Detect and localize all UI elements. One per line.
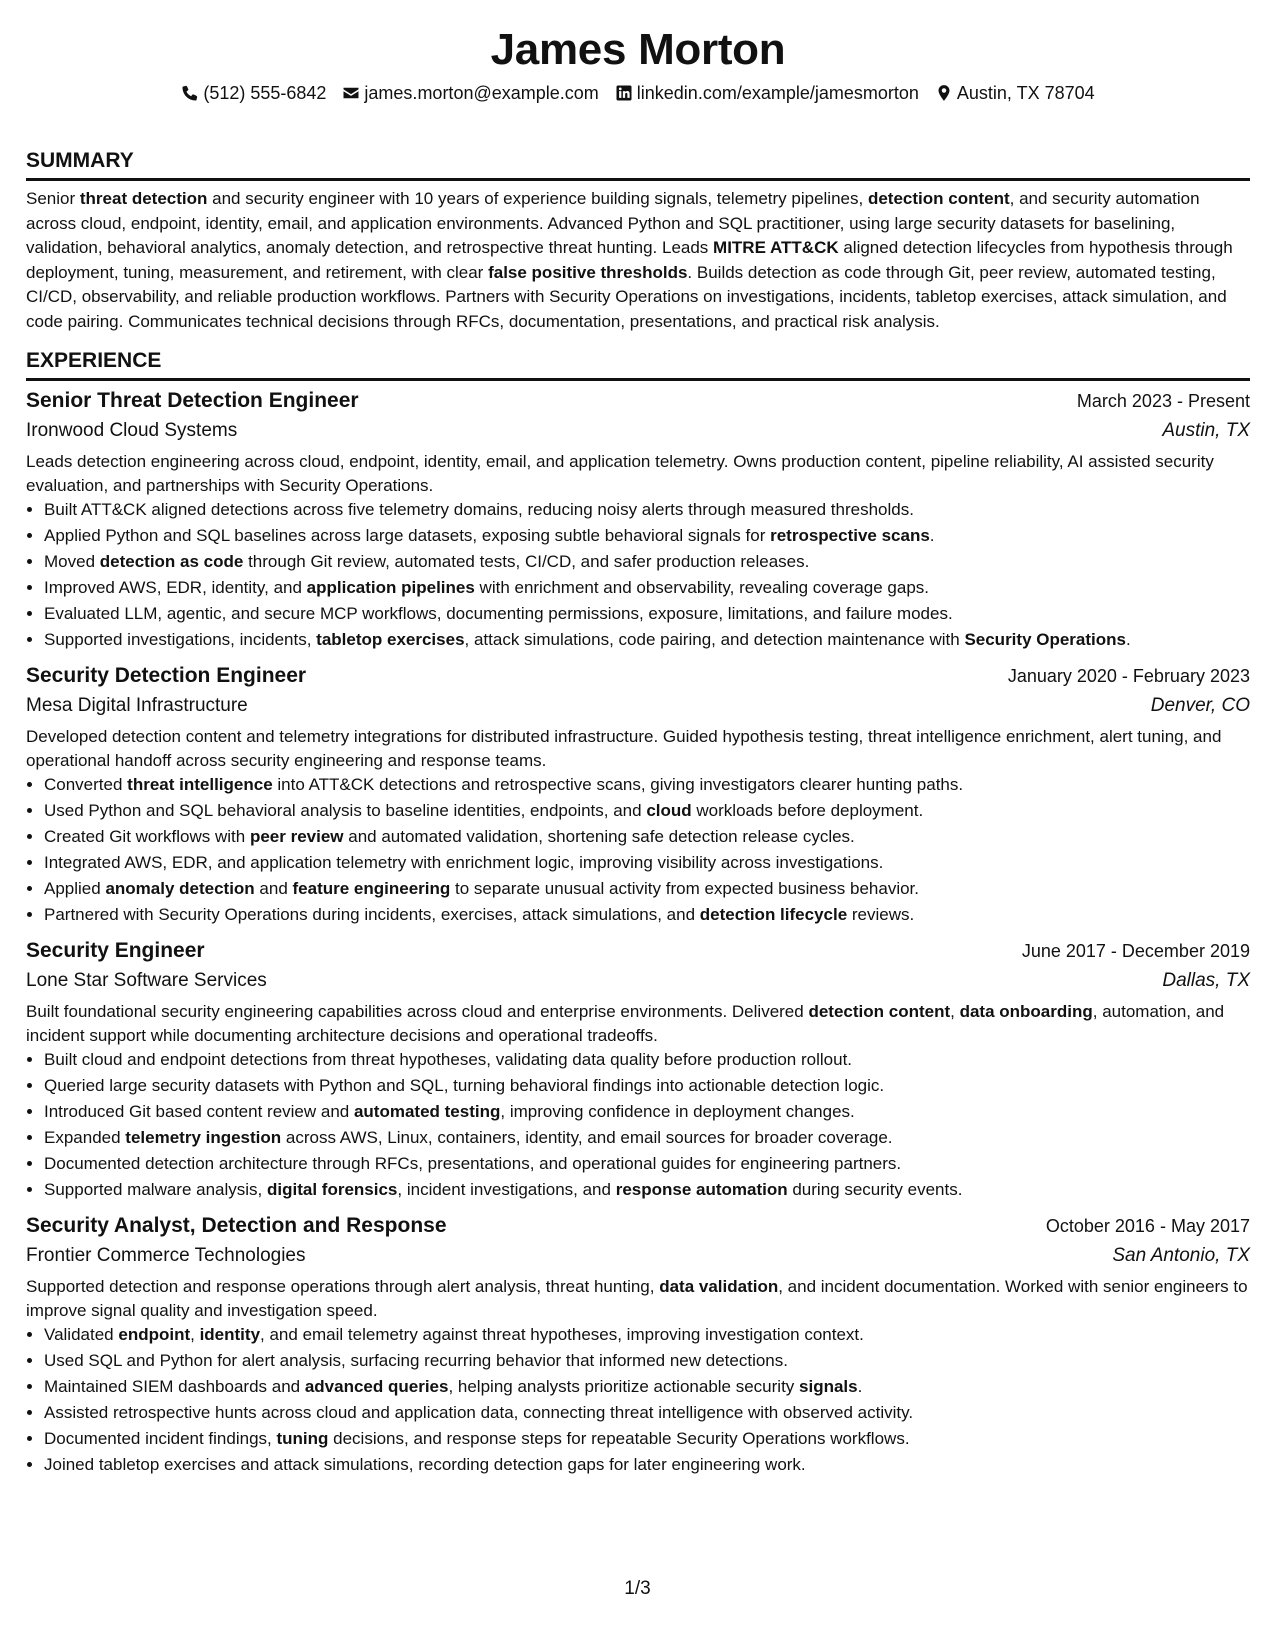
summary-heading: SUMMARY [26,148,1250,181]
map-pin-icon [935,84,953,102]
job-bullets [26,497,1250,653]
resume-page [26,0,1250,1478]
job-bullet: • Applied anomaly detection and feature engineering to separate unusual activity from expected business behavior. [44,876,1250,902]
job-description: Leads detection engineering across cloud, endpoint, identity, email, and application telemetry. Owns production content, pipeline reliability, AI assisted security evaluation, and partnerships with Security Operations. [26,452,1214,495]
page-number: 1/3 [624,1578,651,1599]
job-bullet: • Maintained SIEM dashboards and advanced queries, helping analysts prioritize actionable security signals. [44,1374,1250,1400]
job-bullet: • Validated endpoint, identity, and email telemetry against threat hypotheses, improving investigation context. [44,1322,1250,1348]
job-dates: October 2016 - May 2017 [1045,1216,1250,1236]
job-description: Built foundational security engineering capabilities across cloud and enterprise environments. Delivered detection content, data onboarding, automation, and incident support while documenting architecture decisions and operational tradeoffs. [26,1002,1225,1045]
job-bullet: • Created Git workflows with peer review and automated validation, shortening safe detection release cycles. [44,824,1250,850]
job-bullet: • Joined tabletop exercises and attack simulations, recording detection gaps for later engineering work. [44,1452,1250,1478]
job-bullet: • Partnered with Security Operations during incidents, exercises, attack simulations, and detection lifecycle reviews. [44,902,1250,928]
job-bullet: • Integrated AWS, EDR, and application telemetry with enrichment logic, improving visibility across investigations. [44,850,1250,876]
job-company: Mesa Digital Infrastructure [26,695,248,716]
job-description: Supported detection and response operations through alert analysis, threat hunting, data validation, and incident documentation. Worked with senior engineers to improve signal quality and investigation speed. [26,1277,1248,1320]
job-bullet: • Expanded telemetry ingestion across AWS, Linux, containers, identity, and email sources for broader coverage. [44,1125,1250,1151]
linkedin-icon [615,84,633,102]
job-location: Austin, TX [1162,420,1250,441]
email-text: james.morton@example.com [364,82,599,103]
contact-linkedin[interactable] [615,83,919,104]
job-bullet: • Assisted retrospective hunts across cloud and application data, connecting threat intelligence with observed activity. [44,1400,1250,1426]
job-bullet: • Converted threat intelligence into ATT&CK detections and retrospective scans, giving investigators clearer hunting paths. [44,772,1250,798]
job-location: San Antonio, TX [1112,1245,1250,1266]
job-bullet: • Evaluated LLM, agentic, and secure MCP workflows, documenting permissions, exposure, limitations, and failure modes. [44,601,1250,627]
job-bullet: • Built ATT&CK aligned detections across five telemetry domains, reducing noisy alerts through measured thresholds. [44,497,1250,523]
job-bullet: • Improved AWS, EDR, identity, and application pipelines with enrichment and observability, revealing coverage gaps. [44,575,1250,601]
job-company: Ironwood Cloud Systems [26,420,238,441]
job-bullet: • Applied Python and SQL baselines across large datasets, exposing subtle behavioral signals for retrospective scans. [44,523,1250,549]
job-bullet: • Supported malware analysis, digital forensics, incident investigations, and response automation during security events. [44,1177,1250,1203]
experience-heading: EXPERIENCE [26,348,1250,381]
job-bullet: • Introduced Git based content review and automated testing, improving confidence in deployment changes. [44,1099,1250,1125]
job-title: Security Engineer [26,939,205,962]
job-description: Developed detection content and telemetry integrations for distributed infrastructure. Guided hypothesis testing, threat intelligence enrichment, alert tuning, and operational handoff across security engineering and response teams. [26,727,1222,770]
job-title: Senior Threat Detection Engineer [26,389,359,412]
job-bullet: • Documented detection architecture through RFCs, presentations, and operational guides for engineering partners. [44,1151,1250,1177]
job-bullet: • Used SQL and Python for alert analysis, surfacing recurring behavior that informed new detections. [44,1348,1250,1374]
job-bullets [26,772,1250,928]
job-dates: January 2020 - February 2023 [1007,666,1250,686]
contact-email[interactable] [342,83,598,104]
contact-phone[interactable] [181,83,326,104]
job-dates: March 2023 - Present [1076,391,1250,411]
job-bullets [26,1322,1250,1478]
job-location: Denver, CO [1150,695,1250,716]
job-bullet: • Used Python and SQL behavioral analysis to baseline identities, endpoints, and cloud workloads before deployment. [44,798,1250,824]
job-location: Dallas, TX [1162,970,1250,991]
job-bullet: • Queried large security datasets with Python and SQL, turning behavioral findings into actionable detection logic. [44,1073,1250,1099]
job-company: Frontier Commerce Technologies [26,1245,306,1266]
job-entry [26,386,1250,653]
job-dates: June 2017 - December 2019 [1021,941,1250,961]
job-bullet: • Supported investigations, incidents, tabletop exercises, attack simulations, code pairing, and detection maintenance with Security Operations. [44,627,1250,653]
linkedin-text: linkedin.com/example/jamesmorton [636,82,919,103]
job-bullet: • Documented incident findings, tuning decisions, and response steps for repeatable Security Operations workflows. [44,1426,1250,1452]
job-entry [26,661,1250,928]
job-title: Security Analyst, Detection and Response [26,1214,447,1237]
job-bullet: • Moved detection as code through Git review, automated tests, CI/CD, and safer production releases. [44,549,1250,575]
summary-text: Senior threat detection and security engineer with 10 years of experience building signals, telemetry pipelines, detection content, and security automation across cloud, endpoint, identity, email, and application environments. Advanced Python and SQL practitioner, using large security datasets for baselining, validation, behavioral analytics, anomaly detection, and retrospective threat hunting. Leads MITRE ATT&CK aligned detection lifecycles from hypothesis through deployment, tuning, measurement, and retirement, with clear false positive thresholds. Builds detection as code through Git, peer review, automated testing, CI/CD, observability, and reliable production workflows. Partners with Security Operations on investigations, incidents, tabletop exercises, attack simulation, and code pairing. Communicates technical decisions through RFCs, documentation, presentations, and practical risk analysis. [26,189,1233,331]
job-bullet: • Built cloud and endpoint detections from threat hypotheses, validating data quality before production rollout. [44,1047,1250,1073]
job-entry [26,1211,1250,1478]
phone-text: (512) 555-6842 [203,82,327,103]
experience-list [26,386,1250,1478]
contact-bar [26,80,1250,106]
job-bullets [26,1047,1250,1203]
envelope-icon [342,84,360,102]
candidate-name: James Morton [490,25,786,74]
job-company: Lone Star Software Services [26,970,267,991]
job-entry [26,936,1250,1203]
location-text: Austin, TX 78704 [956,82,1095,103]
contact-location [935,83,1095,104]
phone-icon [181,84,199,102]
job-title: Security Detection Engineer [26,664,307,687]
